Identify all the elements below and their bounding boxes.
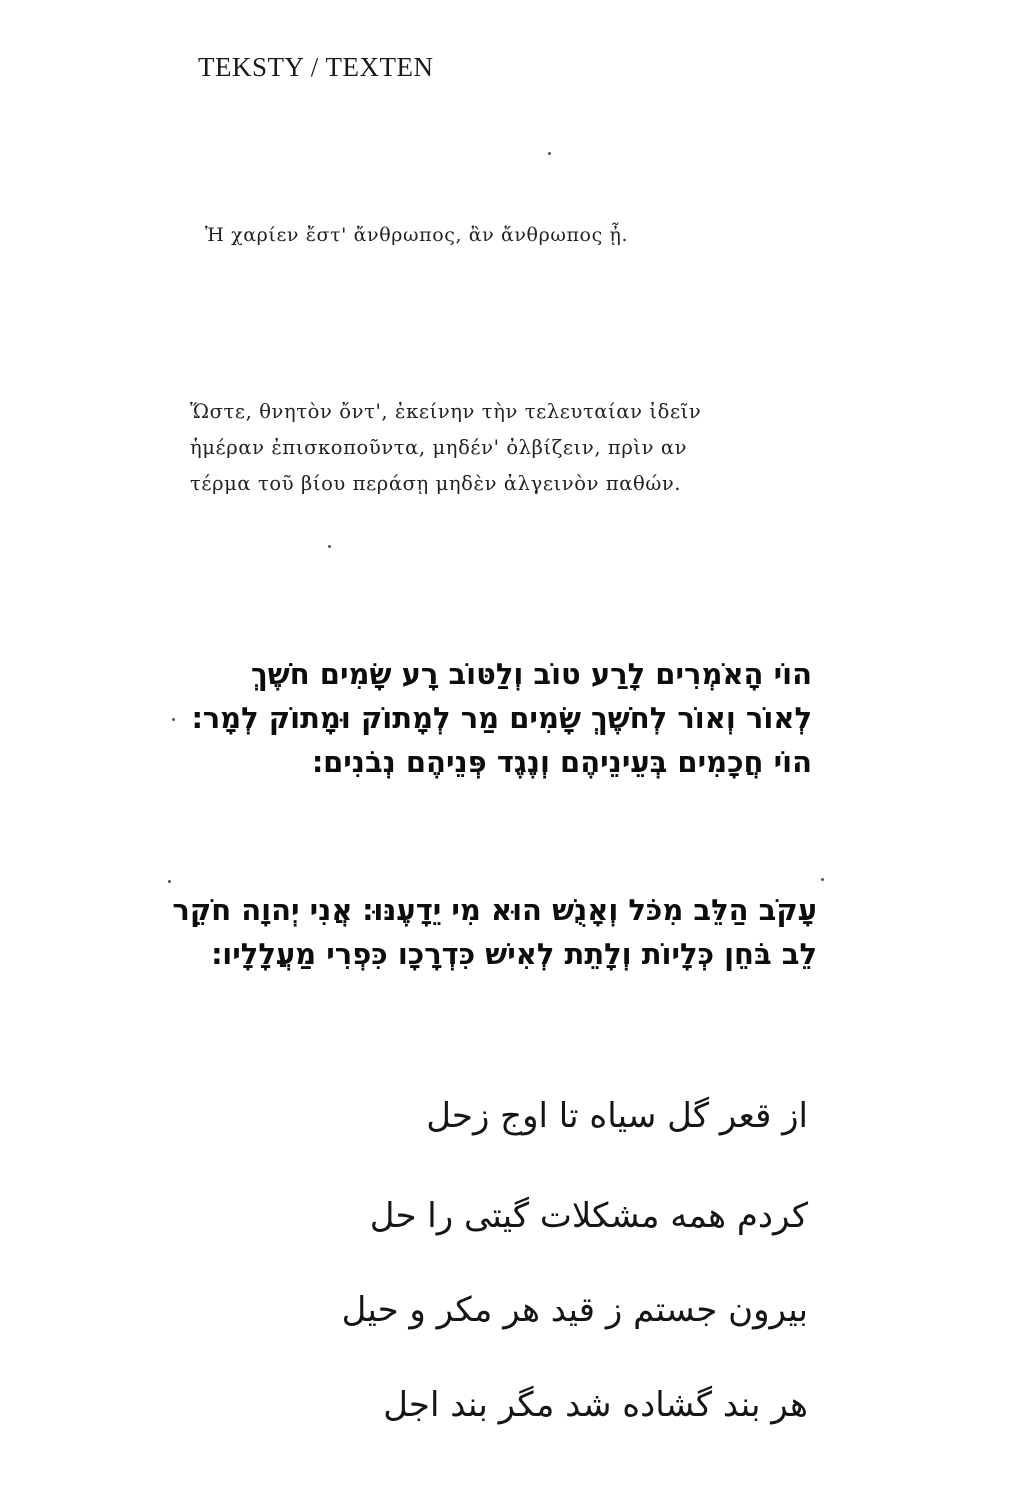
scan-speck (328, 545, 331, 548)
greek-quote-2-line: Ὥστε, θνητὸν ὄντ', ἐκείνην τὴν τελευταίαν ἰδεῖν (190, 400, 702, 423)
greek-quote-2-line: τέρμα τοῦ βίου περάσῃ μηδὲν ἀλγεινὸν παθών. (190, 472, 682, 495)
hebrew-quote-1-line: הוֹי הָאֹמְרִים לָרַע טוֹב וְלַטּוֹב רָע שָׂמִים חֹשֶׁךְ (251, 657, 812, 691)
hebrew-quote-1 (192, 652, 812, 784)
greek-quote-2-line: ἡμέραν ἐπισκοποῦντα, μηδέν' ὀλβίζειν, πρὶν αν (190, 436, 688, 459)
persian-poem-line: کردم همه مشکلات گیتی را حل (369, 1196, 808, 1236)
persian-poem-line: از قعر گل سیاه تا اوج زحل (426, 1096, 808, 1136)
scan-speck (172, 718, 175, 721)
hebrew-quote-2 (172, 888, 817, 976)
hebrew-quote-1-line: לְאוֹר וְאוֹר לְחֹשֶׁךְ שָׂמִים מַר לְמָתוֹק וּמָתוֹק לְמָר׃ (191, 701, 812, 735)
hebrew-quote-1-line: הוֹי חֲכָמִים בְּעֵינֵיהֶם וְנֶגֶד פְּנֵיהֶם נְבֹנִים׃ (312, 745, 812, 779)
hebrew-quote-2-line: עָקֹב הַלֵּב מִכֹּל וְאָנֻשׁ הוּא מִי יֵדָעֶנּוּ׃ אֲנִי יְהוָה חֹקֵר (172, 893, 817, 927)
hebrew-quote-2-line: לֵב בֹּחֵן כְּלָיוֹת וְלָתֵת לְאִישׁ כִּדְרָכָו כִּפְרִי מַעֲלָלָיו׃ (211, 937, 817, 971)
greek-quote-1: Ἡ χαρίεν ἔστ' ἄνθρωπος, ἂν ἄνθρωπος ᾖ. (205, 224, 629, 246)
scan-speck (821, 878, 824, 881)
persian-poem-line: بیرون جستم ز قید هر مکر و حیل (341, 1290, 808, 1330)
scan-speck (168, 880, 171, 883)
greek-quote-2 (190, 394, 790, 502)
scan-speck (548, 152, 551, 155)
page-heading: TEKSTY / TEXTEN (198, 52, 434, 82)
persian-poem-line: هر بند گشاده شد مگر بند اجل (383, 1385, 808, 1425)
